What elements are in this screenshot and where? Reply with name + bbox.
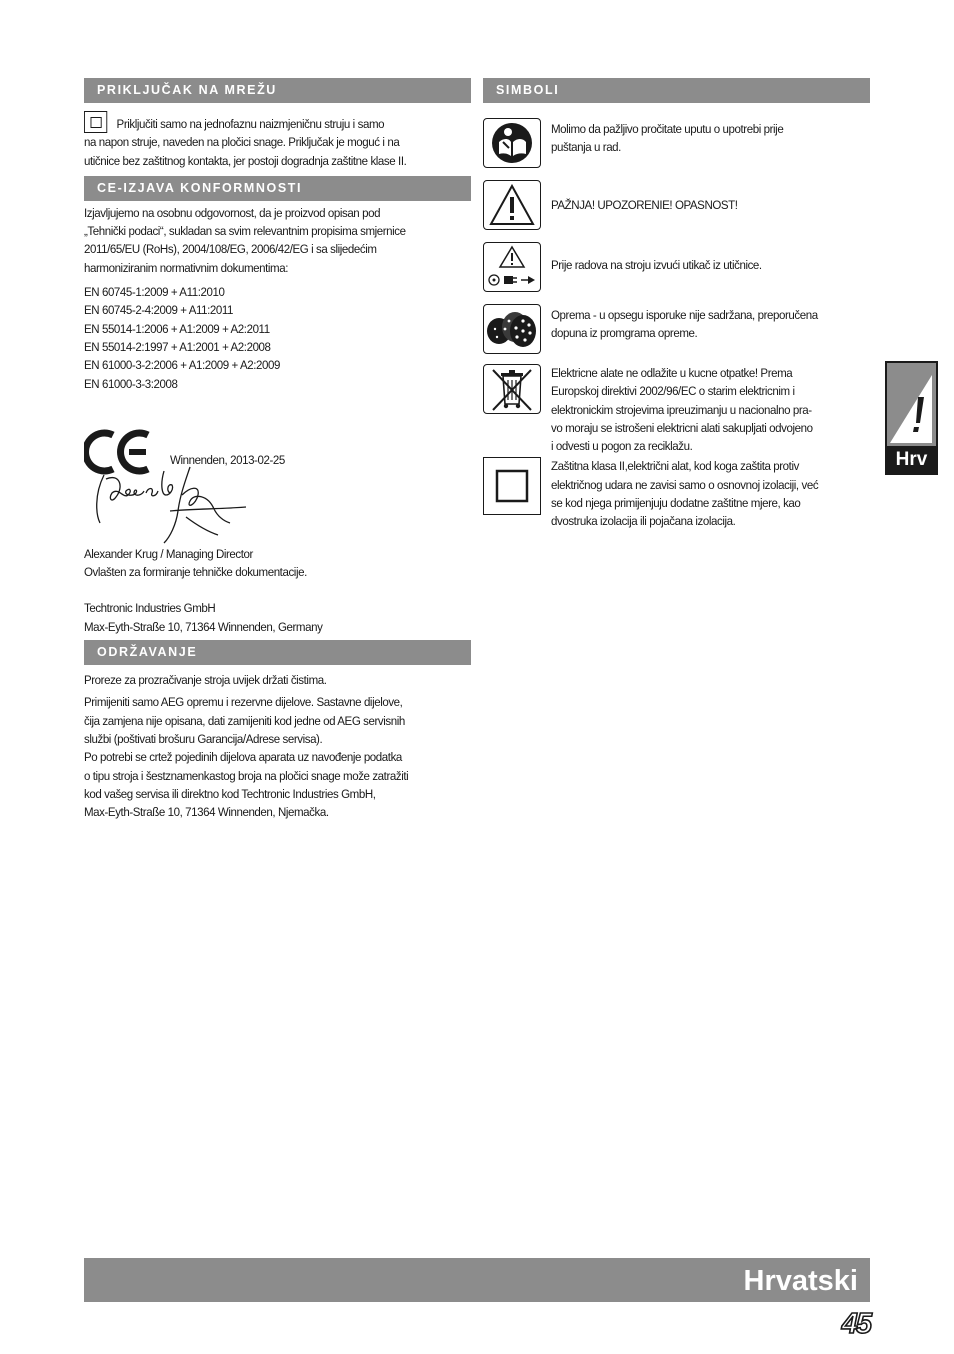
ce-signature-area: [84, 407, 471, 549]
language-side-tab: [885, 361, 938, 475]
symbol-description: Prije radova na stroju izvući utikač iz utičnice.: [551, 258, 762, 272]
section-heading-symbols: SIMBOLI: [483, 78, 870, 103]
signatory-block: Alexander Krug / Managing Director Ovlašten za formiranje tehničke dokumentacije. Techtronic Industries GmbH Max-Eyth-Straße 10, 71364 Winnenden, Germany: [84, 546, 323, 634]
left-column: [84, 78, 471, 821]
standard-item: EN 61000-3-3:2008: [84, 376, 178, 391]
symbol-row: [483, 364, 870, 455]
symbol-row: [483, 457, 870, 530]
symbol-row: [483, 304, 870, 354]
standard-item: EN 55014-1:2006 + A1:2009 + A2:2011: [84, 321, 270, 336]
unplug-icon: [483, 242, 541, 292]
weee-bin-icon: [483, 364, 541, 414]
conformity-intro: Izjavljujemo na osobnu odgovornost, da je proizvod opisan pod „Tehnički podaci“, sukladan sa svim relevantnim propisima smjernice 2011/65/EU (RoHs), 2004/108/EG, 2006/42/EG i sa slijedećim harmoniziranim normativnim dokumentima:: [84, 205, 406, 275]
class-ii-inline-icon: [84, 111, 107, 133]
symbol-description: Oprema - u opsegu isporuke nije sadržana, preporučena dopuna iz promgrama opreme.: [551, 308, 818, 341]
maintenance-text: Proreze za prozračivanje stroja uvijek držati čistima. Primijeniti samo AEG opremu i rezervne dijelove. Sastavne dijelove, čija zamjena nije opisana, dati zamijeniti kod jedne od AEG servisnih službi (poštivati brošuru Garancija/Adrese servisa). Po potrebi se crtež pojedinih dijelova aparata uz navođenje podatka o tipu stroja i šestznamenkastog broja na pločici snage može zatražiti kod vašeg servisa ili direktno kod Techtronic Industries GmbH, Max-Eyth-Straße 10, 71364 Winnenden, Njemačka.: [84, 673, 409, 820]
standard-item: EN 61000-3-2:2006 + A1:2009 + A2:2009: [84, 358, 280, 373]
section-heading-connection: PRIKLJUČAK NA MREŽU: [84, 78, 471, 103]
accessory-discs-icon: [483, 304, 541, 354]
class-ii-icon: [483, 457, 541, 515]
symbol-description: Elektricne alate ne odlažite u kucne otpatke! Prema Europskoj direktivi 2002/96/EC o starim elektricnim i elektronickim strojevima ipreuzimanju u nacionalno pra- vo moraju se istrošeni elektricni alati sakupljati odvojeno i odvesti u pogon za reciklažu.: [551, 366, 813, 454]
language-code: Hrv: [887, 446, 936, 473]
symbol-description: PAŽNJA! UPOZORENIE! OPASNOST!: [551, 198, 738, 212]
standard-item: EN 55014-2:1997 + A1:2001 + A2:2008: [84, 339, 271, 354]
connection-text: Priključiti samo na jednofaznu naizmjeničnu struju i samo na napon struje, naveden na pločici snage. Priključak je moguć i na utičnice bez zaštitnog kontakta, jer postoji dogradnja zaštitne klase II.: [84, 111, 471, 170]
symbol-row: [483, 242, 870, 292]
signature-icon: [90, 465, 250, 547]
standard-item: EN 60745-1:2009 + A11:2010: [84, 285, 225, 300]
symbol-row: [483, 180, 870, 230]
footer-language-bar: Hrvatski: [84, 1258, 870, 1302]
right-column: [483, 78, 870, 531]
symbol-row: [483, 118, 870, 168]
symbol-description: Molimo da pažljivo pročitate uputu o upotrebi prije puštanja u rad.: [551, 122, 784, 155]
warning-triangle-icon: [888, 371, 936, 443]
symbol-description: Zaštitna klasa II,električni alat, kod koga zaštita protiv električnog udara ne zavisi samo o osnovnoj izolaciji, već se kod njega primijenjuju dodatne zaštitne mjere, kao dvostruka izolacija ili pojačana izolacija.: [551, 459, 819, 529]
standards-list: [84, 283, 471, 393]
read-manual-icon: [483, 118, 541, 168]
page-number: 45: [841, 1308, 870, 1340]
section-heading-conformity: CE-IZJAVA KONFORMNOSTI: [84, 176, 471, 201]
place-date: Winnenden, 2013-02-25: [170, 452, 285, 467]
standard-item: EN 60745-2-4:2009 + A11:2011: [84, 303, 233, 318]
section-heading-maintenance: ODRŽAVANJE: [84, 640, 471, 665]
warning-triangle-icon: [483, 180, 541, 230]
